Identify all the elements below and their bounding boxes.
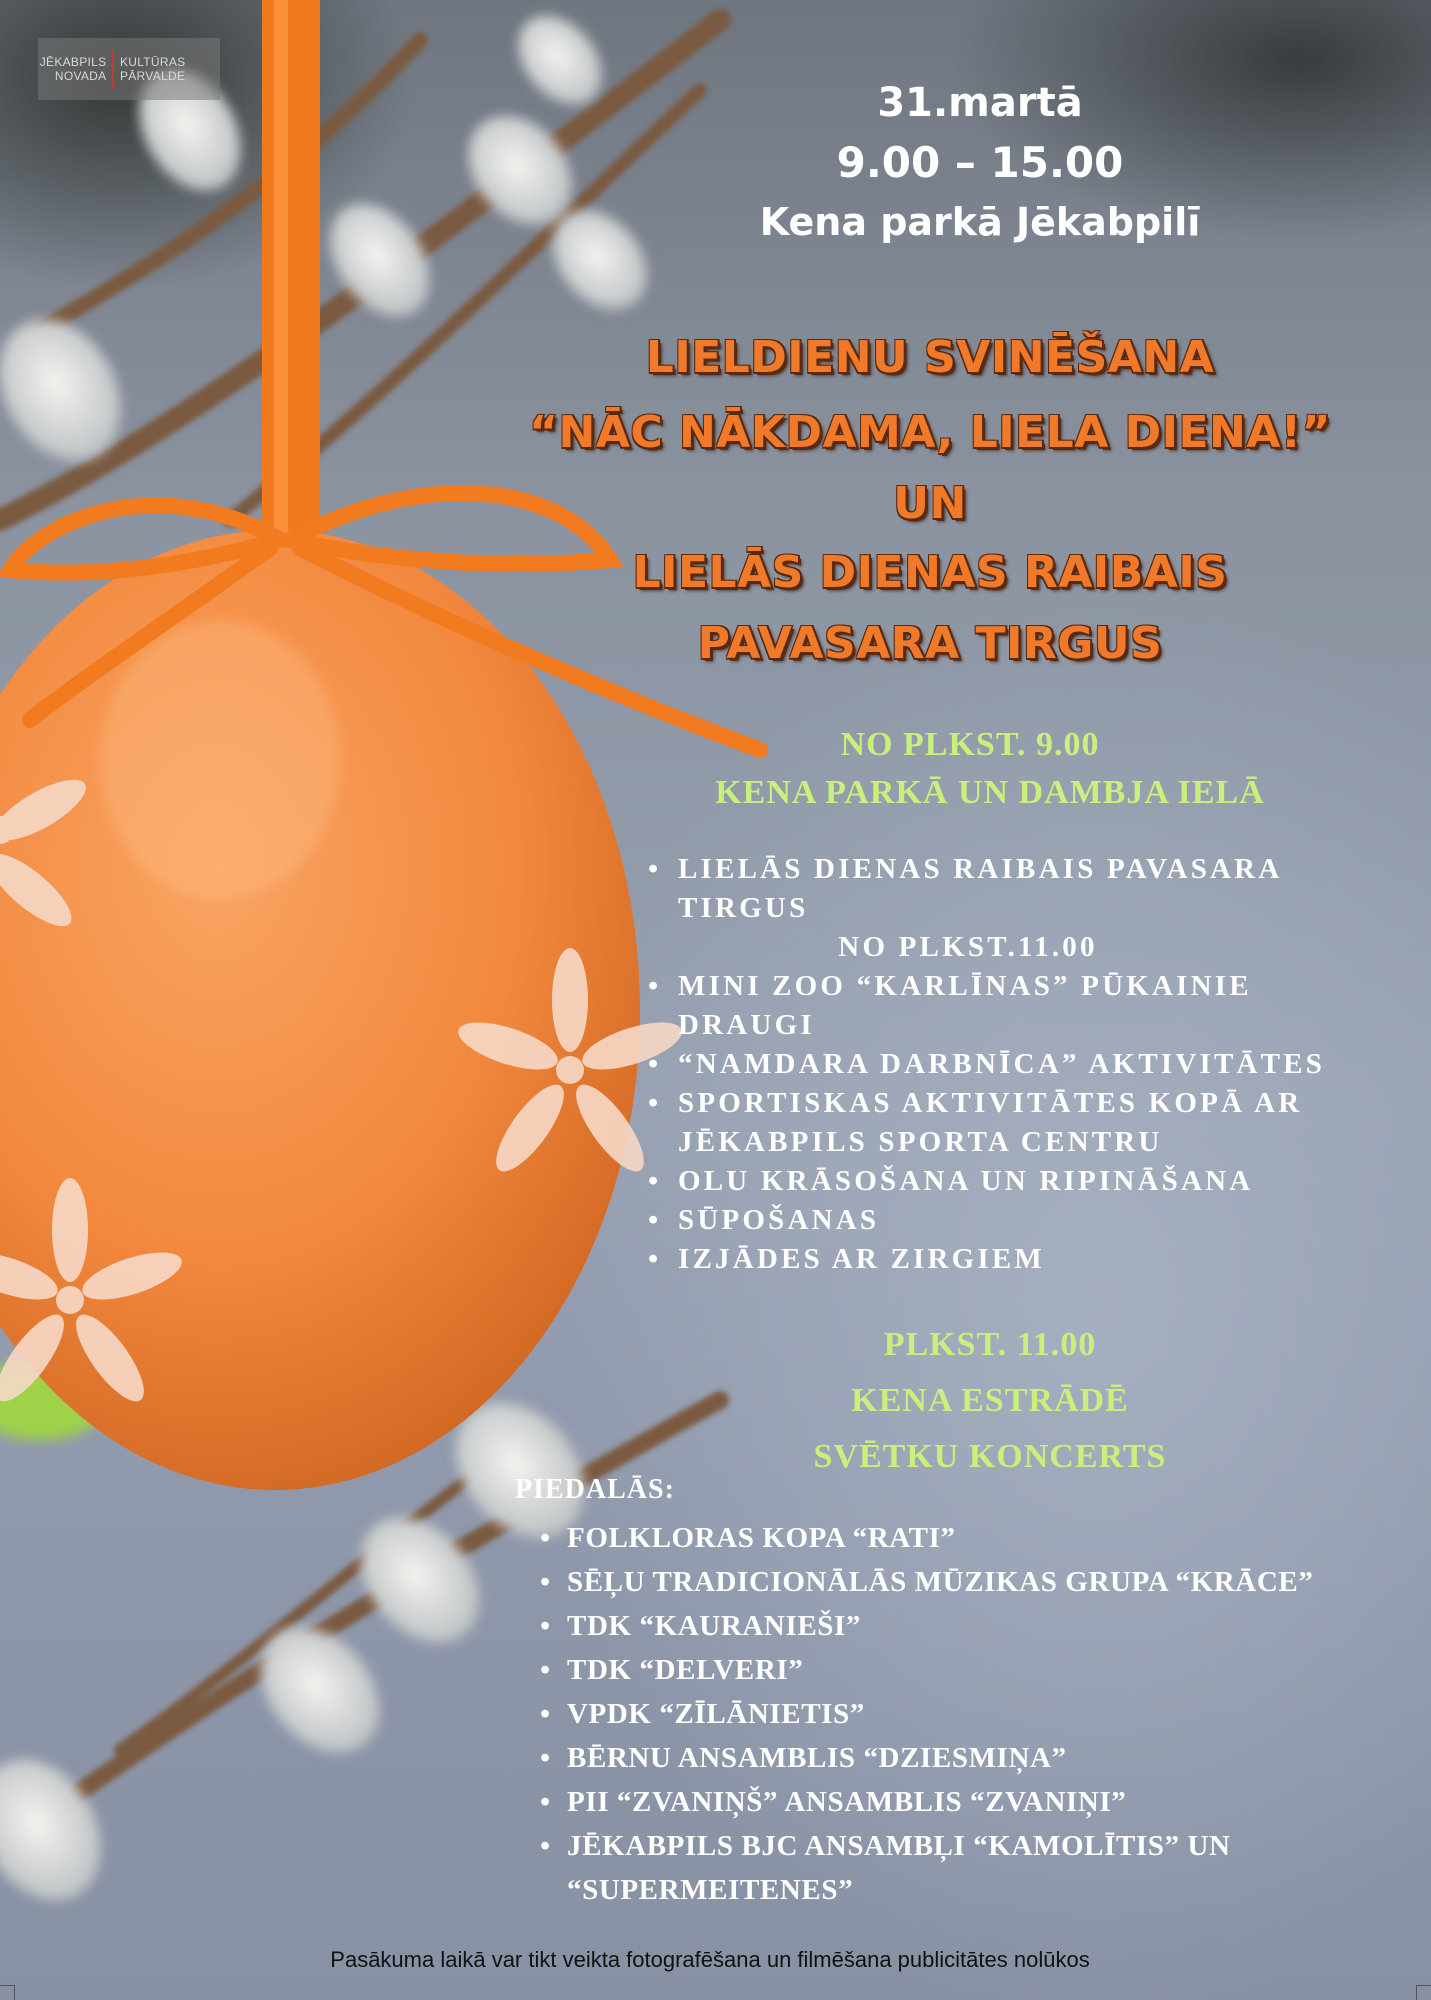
list-item-text: IZJĀDES AR ZIRGIEM [678, 1243, 1045, 1275]
logo-text-right: KULTŪRAS PĀRVALDE [119, 55, 186, 83]
list-item-text: DRAUGI [678, 1009, 815, 1041]
list-item-text: FOLKLORAS KOPA “RATI” [567, 1522, 956, 1554]
list-item [648, 1201, 1368, 1240]
list-item-continuation [648, 889, 1368, 928]
organization-logo [38, 38, 220, 100]
section1-time: NO PLKST. 9.00 [840, 726, 1100, 763]
bullet-icon: • [540, 1742, 551, 1774]
list-item-text: “SUPERMEITENES” [567, 1874, 854, 1906]
list-item [540, 1826, 1400, 1870]
list-item-continuation [648, 1123, 1368, 1162]
list-item-text: OLU KRĀSOŠANA UN RIPINĀŠANA [678, 1165, 1254, 1197]
list-item [540, 1562, 1400, 1606]
list-item-text: LIELĀS DIENAS RAIBAIS PAVASARA [678, 853, 1283, 885]
bullet-icon: • [540, 1610, 551, 1642]
sub-time-label [648, 928, 1288, 967]
participants-list [540, 1518, 1400, 1914]
list-item-text: JĒKABPILS SPORTA CENTRU [678, 1126, 1163, 1158]
list-item [648, 1240, 1368, 1279]
list-item-continuation [648, 1006, 1368, 1045]
bullet-icon: • [648, 1087, 662, 1119]
event-time: 9.00 – 15.00 [836, 138, 1124, 187]
list-item-text: SŪPOŠANAS [678, 1204, 880, 1236]
title-line-1: LIELDIENU SVINĒŠANA [645, 332, 1215, 383]
bullet-icon: • [540, 1698, 551, 1730]
list-item-text: MINI ZOO “KARLĪNAS” PŪKAINIE [678, 970, 1252, 1002]
crop-mark-top-right [1416, 0, 1431, 15]
bullet-icon: • [648, 970, 662, 1002]
activities-list [648, 850, 1368, 1279]
bullet-icon: • [648, 1243, 662, 1275]
list-item [648, 1162, 1368, 1201]
list-item [540, 1694, 1400, 1738]
list-item-text: TIRGUS [678, 892, 809, 924]
list-item-text: “NAMDARA DARBNĪCA” AKTIVITĀTES [678, 1048, 1326, 1080]
list-item [540, 1738, 1400, 1782]
section2-event: SVĒTKU KONCERTS [813, 1438, 1167, 1475]
bullet-icon: • [540, 1654, 551, 1686]
title-line-3: UN [893, 478, 967, 529]
list-item [648, 850, 1368, 889]
bullet-icon: • [540, 1786, 551, 1818]
logo-text-left: JĒKABPILS NOVADA [39, 55, 107, 83]
section1-place: KENA PARKĀ UN DAMBJA IELĀ [715, 774, 1265, 811]
list-item [540, 1606, 1400, 1650]
list-item-text: PII “ZVANIŅŠ” ANSAMBLIS “ZVANIŅI” [567, 1786, 1127, 1818]
list-item [648, 1084, 1368, 1123]
list-item [648, 967, 1368, 1006]
list-item-text: BĒRNU ANSAMBLIS “DZIESMIŅA” [567, 1742, 1067, 1774]
bullet-icon: • [648, 1165, 662, 1197]
list-item-text: SPORTISKAS AKTIVITĀTES KOPĀ AR [678, 1087, 1303, 1119]
section2-time: PLKST. 11.00 [883, 1326, 1097, 1363]
crop-mark-bottom-right [1416, 1985, 1431, 2000]
list-item [540, 1518, 1400, 1562]
list-item [540, 1650, 1400, 1694]
list-item-text: TDK “KAURANIEŠI” [567, 1610, 862, 1642]
list-item [540, 1782, 1400, 1826]
bullet-icon: • [648, 853, 662, 885]
sub-time-text: NO PLKST.11.00 [838, 931, 1098, 963]
list-item-text: JĒKABPILS BJC ANSAMBĻI “KAMOLĪTIS” UN [567, 1830, 1231, 1862]
title-line-4: LIELĀS DIENAS RAIBAIS [632, 547, 1228, 598]
list-item [648, 1045, 1368, 1084]
bullet-icon: • [648, 1204, 662, 1236]
bullet-icon: • [648, 1048, 662, 1080]
footer-note: Pasākuma laikā var tikt veikta fotografēšana un filmēšana publicitātes nolūkos [330, 1947, 1090, 1972]
participants-label: PIEDALĀS: [515, 1474, 675, 1505]
event-place: Kena parkā Jēkabpilī [759, 200, 1201, 244]
title-line-2: “NĀC NĀKDAMA, LIELA DIENA!” [529, 407, 1331, 458]
list-item-text: TDK “DELVERI” [567, 1654, 804, 1686]
section2-place: KENA ESTRĀDĒ [851, 1382, 1129, 1419]
crop-mark-top-left [0, 0, 15, 15]
list-item-text: VPDK “ZĪLĀNIETIS” [567, 1698, 865, 1730]
bullet-icon: • [540, 1566, 551, 1598]
bullet-icon: • [540, 1830, 551, 1862]
crop-mark-bottom-left [0, 1985, 15, 2000]
list-item-text: SĒĻU TRADICIONĀLĀS MŪZIKAS GRUPA “KRĀCE” [567, 1566, 1314, 1598]
bullet-icon: • [540, 1522, 551, 1554]
title-line-5: PAVASARA TIRGUS [697, 618, 1163, 669]
list-item-continuation [540, 1870, 1400, 1914]
event-date: 31.martā [877, 80, 1083, 126]
